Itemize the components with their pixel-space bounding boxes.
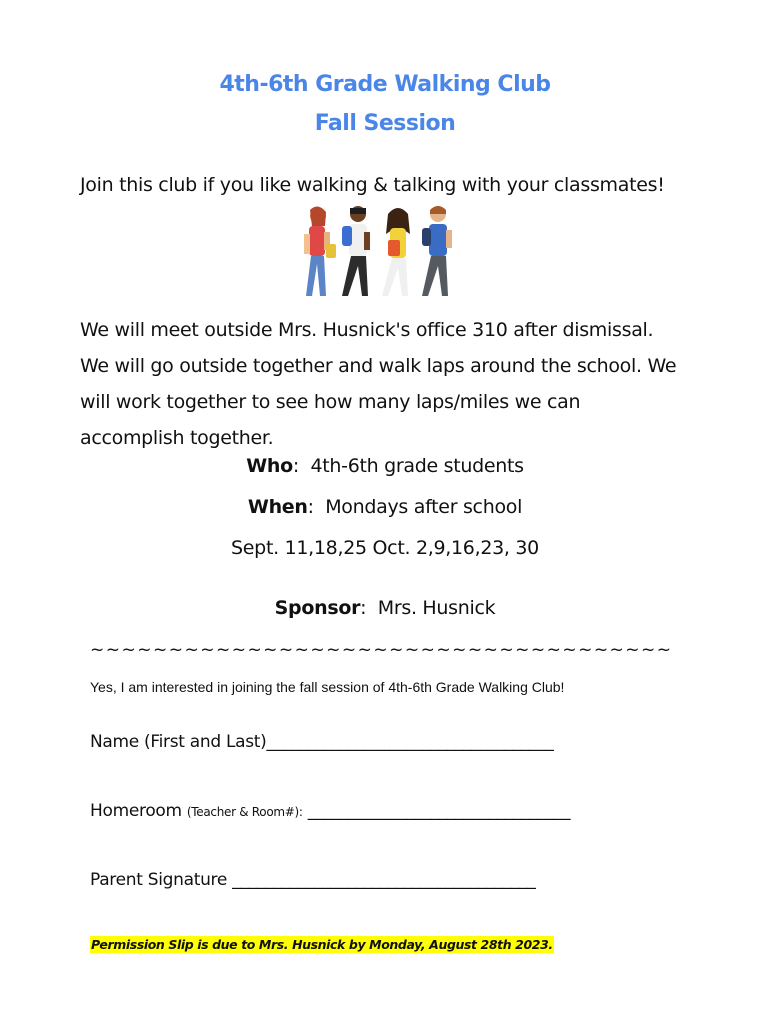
who-colon: : bbox=[292, 455, 311, 477]
who-line bbox=[0, 455, 770, 477]
title-line-2: Fall Session bbox=[314, 111, 456, 136]
name-label: Name (First and Last) bbox=[90, 732, 267, 752]
when-colon: : bbox=[307, 496, 326, 518]
name-field bbox=[90, 732, 554, 752]
homeroom-hint: (Teacher & Room#): bbox=[186, 805, 303, 819]
sponsor-line bbox=[0, 597, 770, 619]
description-paragraph: We will meet outside Mrs. Husnick's office 310 after dismissal. We will go outside together and walk laps around the school. We will work together to see how many laps/miles we can accomplish together. bbox=[80, 319, 677, 449]
title-line-1: 4th-6th Grade Walking Club bbox=[219, 72, 551, 97]
due-note: Permission Slip is due to Mrs. Husnick by Monday, August 28th 2023. bbox=[91, 937, 553, 952]
student-figure-2 bbox=[342, 206, 370, 296]
who-label: Who bbox=[246, 455, 293, 477]
when-line bbox=[0, 496, 770, 518]
name-blank: ___________________________________ bbox=[266, 732, 554, 752]
dates-line: Sept. 11,18,25 Oct. 2,9,16,23, 30 bbox=[231, 537, 539, 559]
student-figure-3 bbox=[382, 208, 410, 296]
homeroom-blank: ________________________________ bbox=[307, 801, 571, 821]
interest-statement: Yes, I am interested in joining the fall session of 4th-6th Grade Walking Club! bbox=[90, 679, 565, 695]
signature-field bbox=[90, 870, 536, 890]
student-figure-4 bbox=[422, 206, 452, 296]
due-note-line bbox=[90, 934, 554, 953]
sponsor-label: Sponsor bbox=[274, 597, 361, 619]
when-label: When bbox=[247, 496, 308, 518]
homeroom-label: Homeroom bbox=[90, 801, 182, 821]
who-value: 4th-6th grade students bbox=[310, 455, 524, 477]
sponsor-value: Mrs. Husnick bbox=[377, 597, 496, 619]
intro-text: Join this club if you like walking & talking with your classmates! bbox=[80, 174, 665, 196]
sponsor-colon: : bbox=[360, 597, 378, 619]
student-figure-1 bbox=[304, 206, 336, 296]
when-value: Mondays after school bbox=[325, 496, 523, 518]
homeroom-field bbox=[90, 801, 570, 821]
signature-blank: _____________________________________ bbox=[232, 870, 536, 890]
walking-students-illustration bbox=[292, 204, 462, 304]
divider: ~~~~~~~~~~~~~~~~~~~~~~~~~~~~~~~~~~~~~ bbox=[90, 640, 673, 660]
signature-label: Parent Signature bbox=[90, 870, 228, 890]
